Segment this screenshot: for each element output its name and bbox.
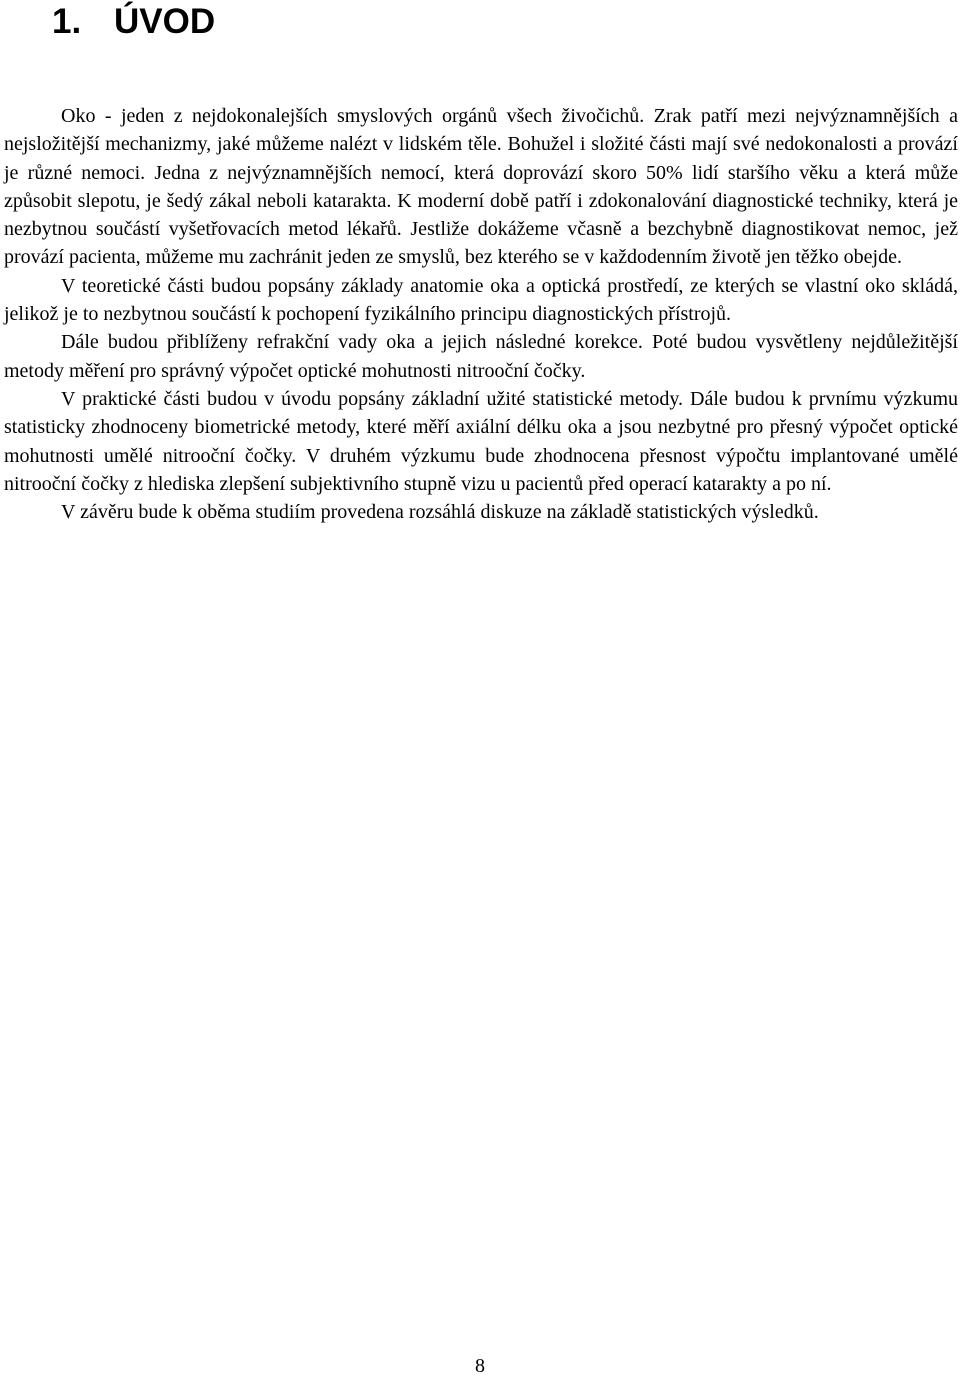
chapter-heading xyxy=(0,0,215,44)
paragraph-practical: V praktické části budou v úvodu popsány základní užité statistické metody. Dále budou k prvnímu výzkumu statisticky zhodnoceny biometrické metody, které měří axiální délku oka a jsou nezbytné pro přesný výpočet optické mohutnosti umělé nitrooční čočky. V druhém výzkumu bude zhodnocena přesnost výpočtu implantované umělé nitrooční čočky z hlediska zlepšení subjektivního stupně vizu u pacientů před operací katarakty a po ní. xyxy=(4,387,958,495)
paragraph-refraction: Dále budou přiblíženy refrakční vady oka a jejich následné korekce. Poté budou vysvětleny nejdůležitější metody měření pro správný výpočet optické mohutnosti nitrooční čočky. xyxy=(4,331,958,382)
body-text xyxy=(4,102,958,526)
paragraph-intro: Oko - jeden z nejdokonalejších smyslových orgánů všech živočichů. Zrak patří mezi nejvýznamnějších a nejsložitější mechanizmy, jaké můžeme nalézt v lidském těle. Bohužel i složité části mají své nedokonalosti a provází je různé nemoci. Jedna z nejvýznamnějších nemocí, která doprovází skoro 50% lidí staršího věku a která může způsobit slepotu, je šedý zákal neboli katarakta. K moderní době patří i zdokonalování diagnostické techniky, která je nezbytnou součástí vyšetřovacích metod lékařů. Jestliže dokážeme včasně a bezchybně diagnostikovat nemoc, jež provází pacienta, můžeme mu zachránit jeden ze smyslů, bez kterého se v každodenním životě jen těžko obejde. xyxy=(4,105,958,269)
chapter-number: 1. xyxy=(52,2,82,41)
paragraph-conclusion: V závěru bude k oběma studiím provedena rozsáhlá diskuze na základě statistických výsledků. xyxy=(61,501,819,524)
page-number: 8 xyxy=(475,1355,485,1377)
paragraph-theory: V teoretické části budou popsány základy anatomie oka a optická prostředí, ze kterých se vlastní oko skládá, jelikož je to nezbytnou součástí k pochopení fyzikálního principu diagnostických přístrojů. xyxy=(4,274,958,326)
chapter-title: ÚVOD xyxy=(114,2,216,41)
